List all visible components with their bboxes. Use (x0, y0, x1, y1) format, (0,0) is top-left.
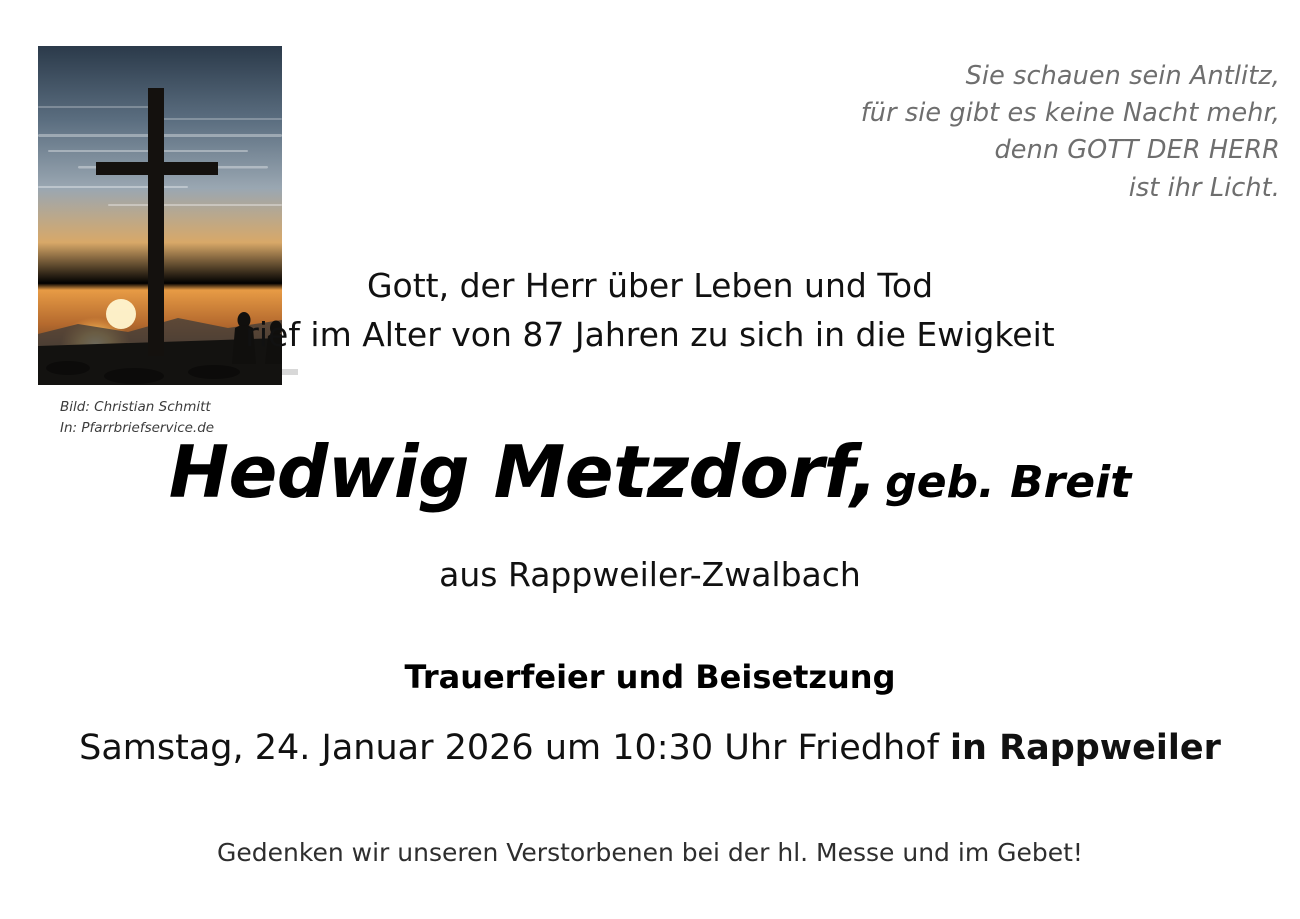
ceremony-location: in Rappweiler (950, 728, 1221, 768)
verse-line-2: für sie gibt es keine Nacht mehr, (860, 98, 1280, 129)
origin-line: aus Rappweiler-Zwalbach (439, 555, 861, 594)
photo-edge-marker (282, 369, 298, 375)
intro-line-2: rief im Alter von 87 Jahren zu sich in die Ewigkeit (245, 314, 1055, 354)
deceased-name-line (0, 430, 1300, 514)
photo-credit-line-2: In: Pfarrbriefservice.de (60, 419, 215, 436)
closing-line: Gedenken wir unseren Verstorbenen bei der hl. Messe und im Gebet! (217, 838, 1083, 867)
deceased-maiden-name: geb. Breit (885, 457, 1132, 508)
deceased-name: Hedwig Metzdorf, (168, 430, 878, 514)
photo-block (38, 46, 282, 439)
photo-credit-line-1: Bild: Christian Schmitt (60, 399, 211, 415)
verse-line-4: ist ihr Licht. (1128, 172, 1280, 203)
verse-block (580, 58, 1280, 207)
ceremony-datetime: Samstag, 24. Januar 2026 um 10:30 Uhr Friedhof (79, 728, 951, 768)
verse-line-1: Sie schauen sein Antlitz, (965, 61, 1280, 91)
verse-line-3: denn GOTT DER HERR (994, 135, 1280, 166)
intro-block (0, 262, 1300, 360)
ceremony-title: Trauerfeier und Beisetzung (404, 658, 896, 696)
intro-line-1: Gott, der Herr über Leben und Tod (366, 266, 934, 305)
ceremony-datetime-line (0, 728, 1300, 768)
